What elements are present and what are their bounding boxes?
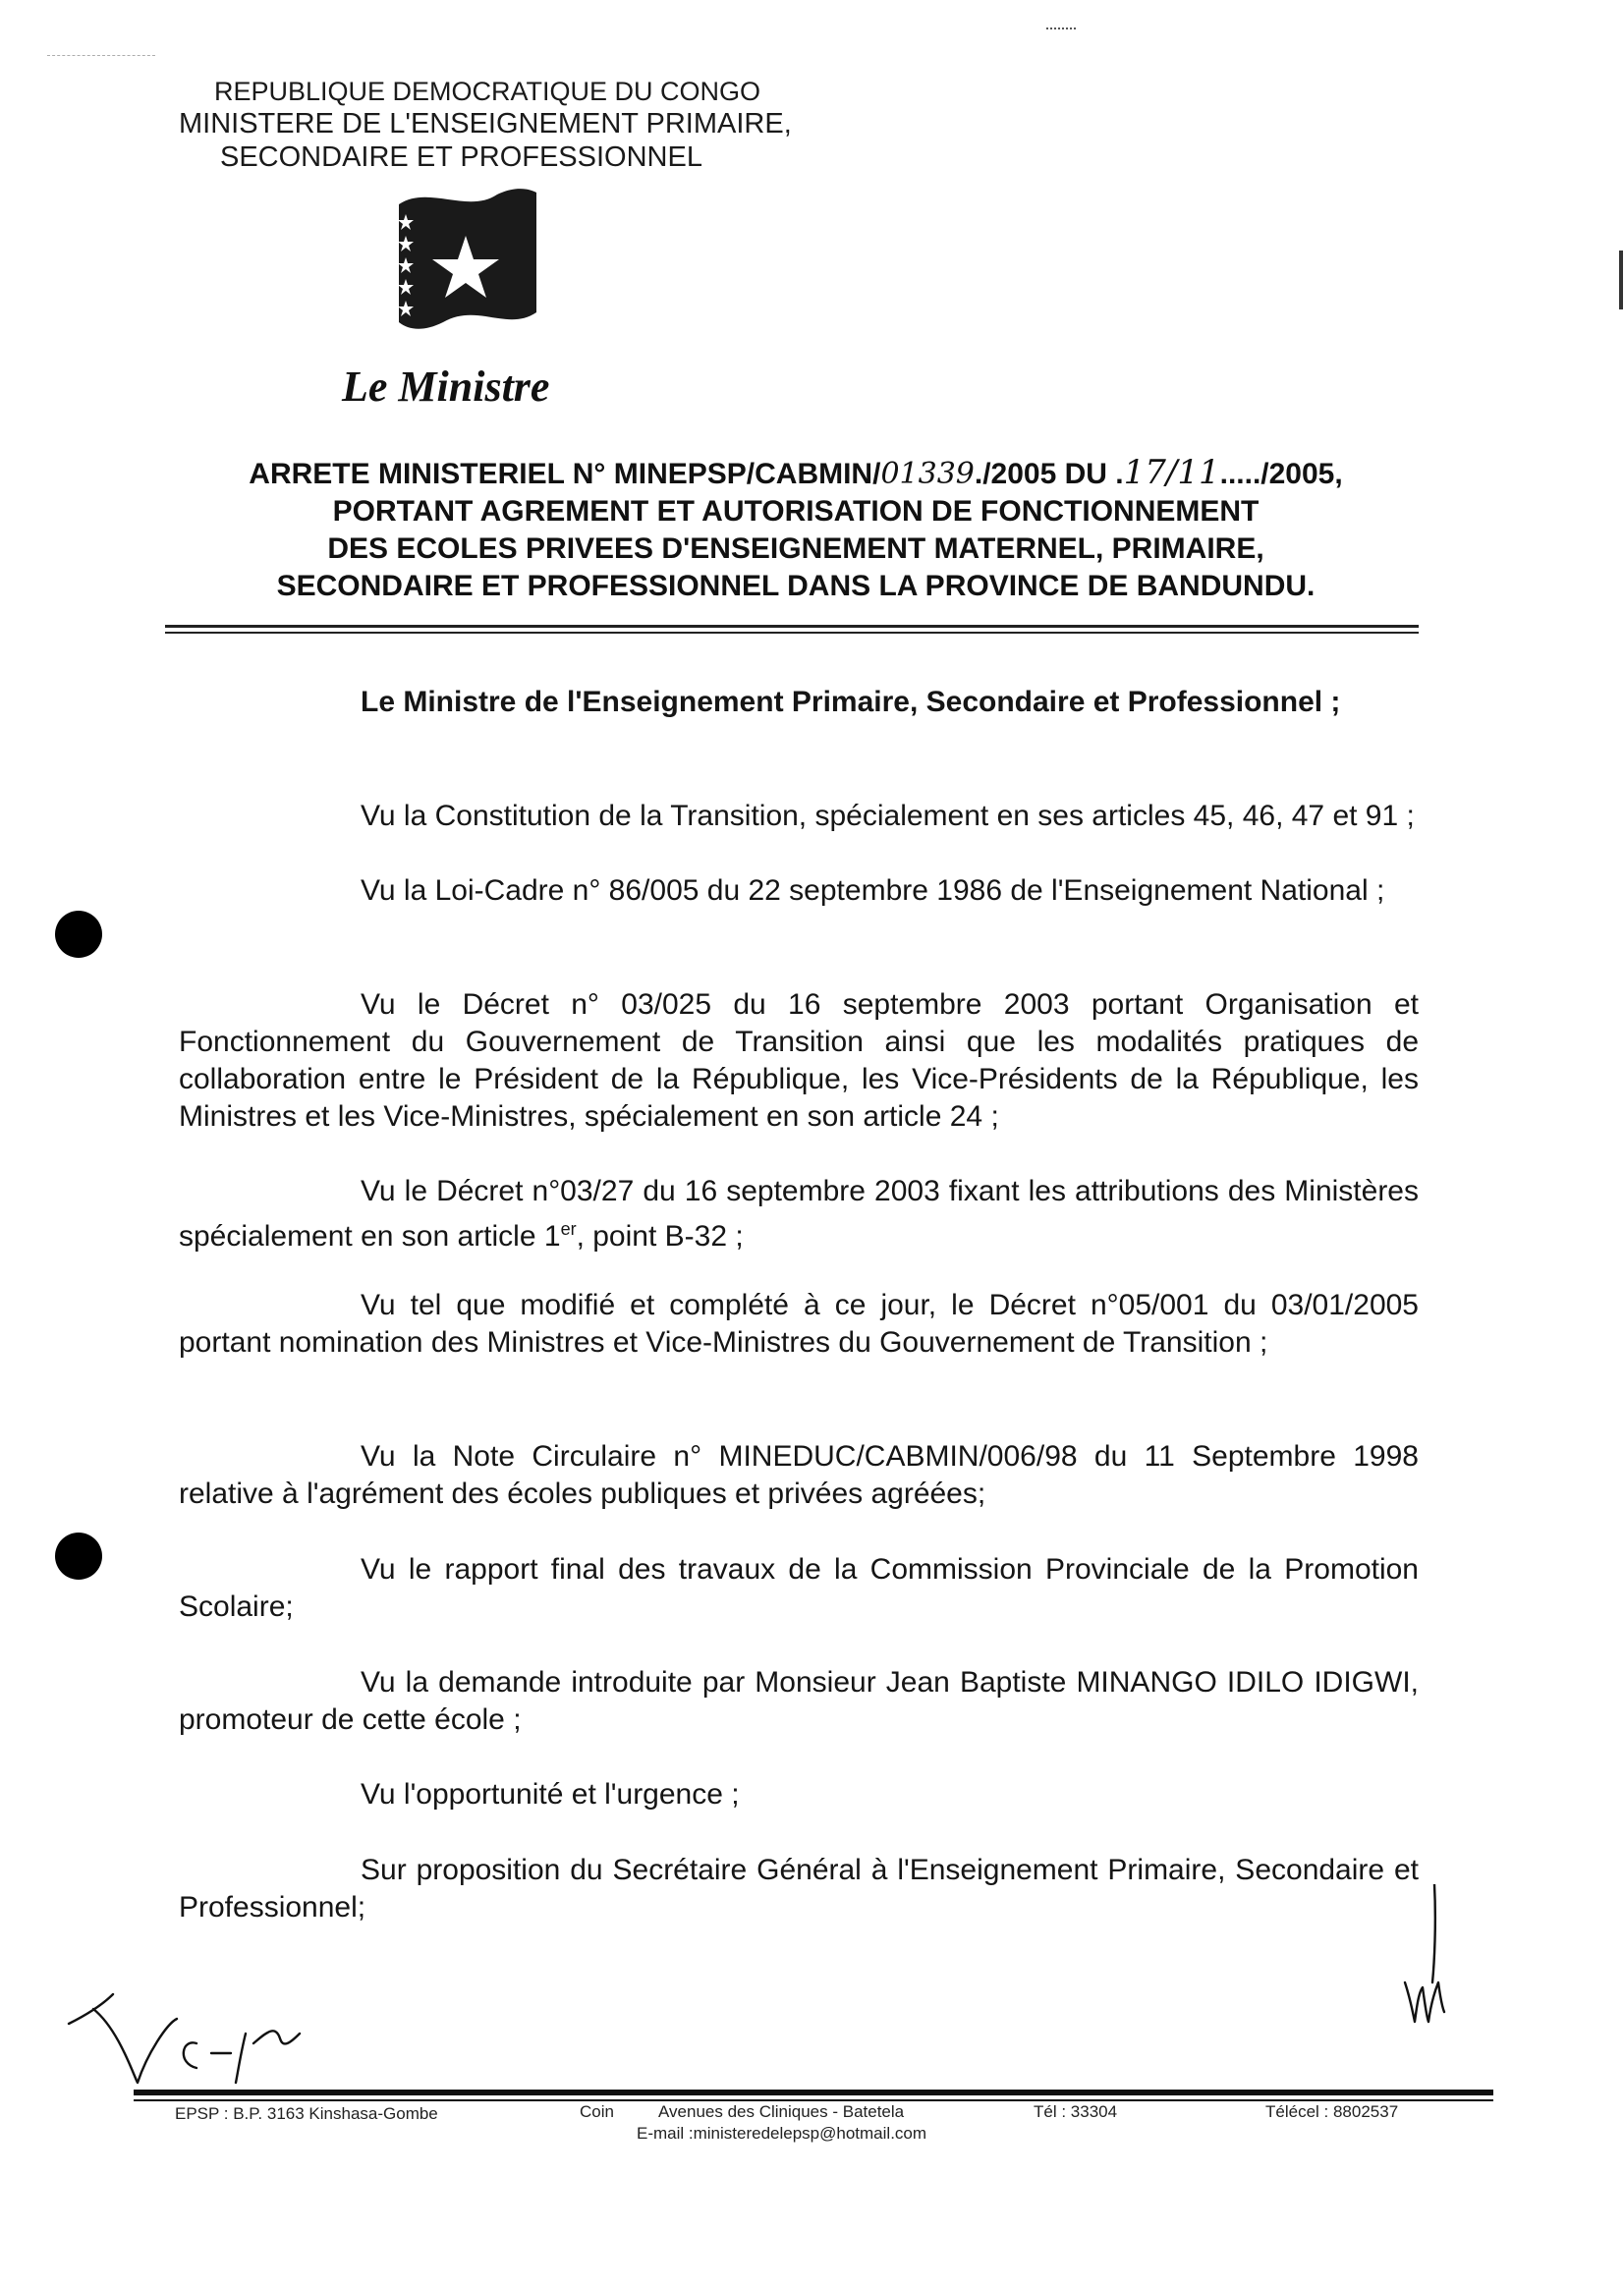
- punch-hole-upper: [55, 911, 102, 958]
- considerant-2: [179, 872, 1419, 910]
- footer-address: EPSP : B.P. 3163 Kinshasa-Gombe: [175, 2104, 438, 2123]
- decree-title-line1: [157, 454, 1434, 493]
- punch-hole-lower: [55, 1533, 102, 1580]
- handwritten-decree-number: 01339: [880, 457, 975, 491]
- signatory-title: Le Ministre: [342, 363, 550, 411]
- considerant-4-end: , point B-32 ;: [576, 1220, 744, 1253]
- decree-date-prefix: ./2005 DU .: [974, 458, 1124, 490]
- header-country: REPUBLIQUE DEMOCRATIQUE DU CONGO: [214, 77, 761, 106]
- considerant-2-text: Vu la Loi-Cadre n° 86/005 du 22 septembre 1986 de l'Enseignement National ;: [361, 874, 1385, 907]
- considerant-10-text: Sur proposition du Secrétaire Général à l'Enseignement Primaire, Secondaire et Professionnel;: [179, 1854, 1419, 1924]
- decree-title-line4: SECONDAIRE ET PROFESSIONNEL DANS LA PROVINCE DE BANDUNDU.: [276, 570, 1316, 602]
- header-ministry-line2: SECONDAIRE ET PROFESSIONNEL: [220, 141, 702, 173]
- decree-title: [157, 454, 1434, 605]
- superscript-er: er: [560, 1219, 577, 1239]
- considerant-3-text: Vu le Décret n° 03/025 du 16 septembre 2003 portant Organisation et Fonctionnement du Gouvernement de Transition ainsi que les modalités pratiques de collaboration entre le Président de la République, les Vice-Présidents de la République, les Ministres et les Vice-Ministres, spécialement en son article 24 ;: [179, 988, 1419, 1133]
- scan-edge-mark: [1619, 251, 1623, 309]
- decree-date-suffix: ...../2005,: [1219, 458, 1343, 490]
- considerant-5-text: Vu tel que modifié et complété à ce jour, le Décret n°05/001 du 03/01/2005 portant nomination des Ministres et Vice-Ministres du Gouvernement de Transition ;: [179, 1289, 1419, 1359]
- scan-speck-top-right: [1046, 28, 1076, 33]
- considerant-7: [179, 1551, 1419, 1626]
- considerant-4-text: [179, 1173, 1419, 1255]
- decree-number-prefix: ARRETE MINISTERIEL N° MINEPSP/CABMIN/: [249, 458, 881, 490]
- handwritten-initials: [59, 1984, 314, 2092]
- considerant-6-text: Vu la Note Circulaire n° MINEDUC/CABMIN/006/98 du 11 Septembre 1998 relative à l'agrément des écoles publiques et privées agréées;: [179, 1440, 1419, 1510]
- considerant-8-text: Vu la demande introduite par Monsieur Jean Baptiste MINANGO IDILO IDIGWI, promoteur de cette école ;: [179, 1666, 1419, 1736]
- considerant-4-main: Vu le Décret n°03/27 du 16 septembre 2003 fixant les attributions des Ministères spécialement en son article 1: [179, 1175, 1419, 1253]
- title-divider-bottom: [165, 632, 1419, 634]
- considerant-9: [179, 1776, 1419, 1813]
- considerant-1: [179, 798, 1419, 835]
- considerant-9-text: Vu l'opportunité et l'urgence ;: [361, 1778, 740, 1811]
- intro-text: Le Ministre de l'Enseignement Primaire, Secondaire et Professionnel ;: [361, 686, 1341, 718]
- footer-rule-thin: [134, 2099, 1493, 2101]
- considerant-10: [179, 1852, 1419, 1926]
- title-divider-top: [165, 625, 1419, 628]
- footer-email: E-mail :ministeredelepsp@hotmail.com: [637, 2124, 927, 2143]
- considerant-8: [179, 1664, 1419, 1739]
- footer-avenues: Avenues des Cliniques - Batetela: [658, 2102, 905, 2121]
- considerant-6: [179, 1438, 1419, 1513]
- footer-tel: Tél : 33304: [1034, 2102, 1118, 2121]
- signature-paraph-icon: [1395, 1884, 1464, 2032]
- footer-telecel: Télécel : 8802537: [1265, 2102, 1399, 2121]
- handwritten-decree-date: 17/11: [1123, 453, 1220, 492]
- considerant-5: [179, 1287, 1419, 1362]
- flag-star-emblem: [389, 185, 546, 342]
- header-ministry-line1: MINISTERE DE L'ENSEIGNEMENT PRIMAIRE,: [179, 108, 792, 139]
- considerant-1-text: Vu la Constitution de la Transition, spécialement en ses articles 45, 46, 47 et 91 ;: [361, 800, 1415, 832]
- intro-paragraph: [179, 684, 1419, 721]
- considerant-7-text: Vu le rapport final des travaux de la Commission Provinciale de la Promotion Scolaire;: [179, 1553, 1419, 1623]
- initials-stroke-icon: [59, 1984, 314, 2092]
- decree-title-line2: PORTANT AGREMENT ET AUTORISATION DE FONCTIONNEMENT: [332, 495, 1260, 528]
- footer-coin: Coin: [580, 2102, 614, 2121]
- decree-title-line3: DES ECOLES PRIVEES D'ENSEIGNEMENT MATERNEL, PRIMAIRE,: [327, 532, 1264, 565]
- footer-rule-thick: [134, 2090, 1493, 2095]
- considerant-4: [179, 1173, 1419, 1255]
- scan-speck-top-left: [47, 55, 155, 64]
- considerant-3: [179, 986, 1419, 1136]
